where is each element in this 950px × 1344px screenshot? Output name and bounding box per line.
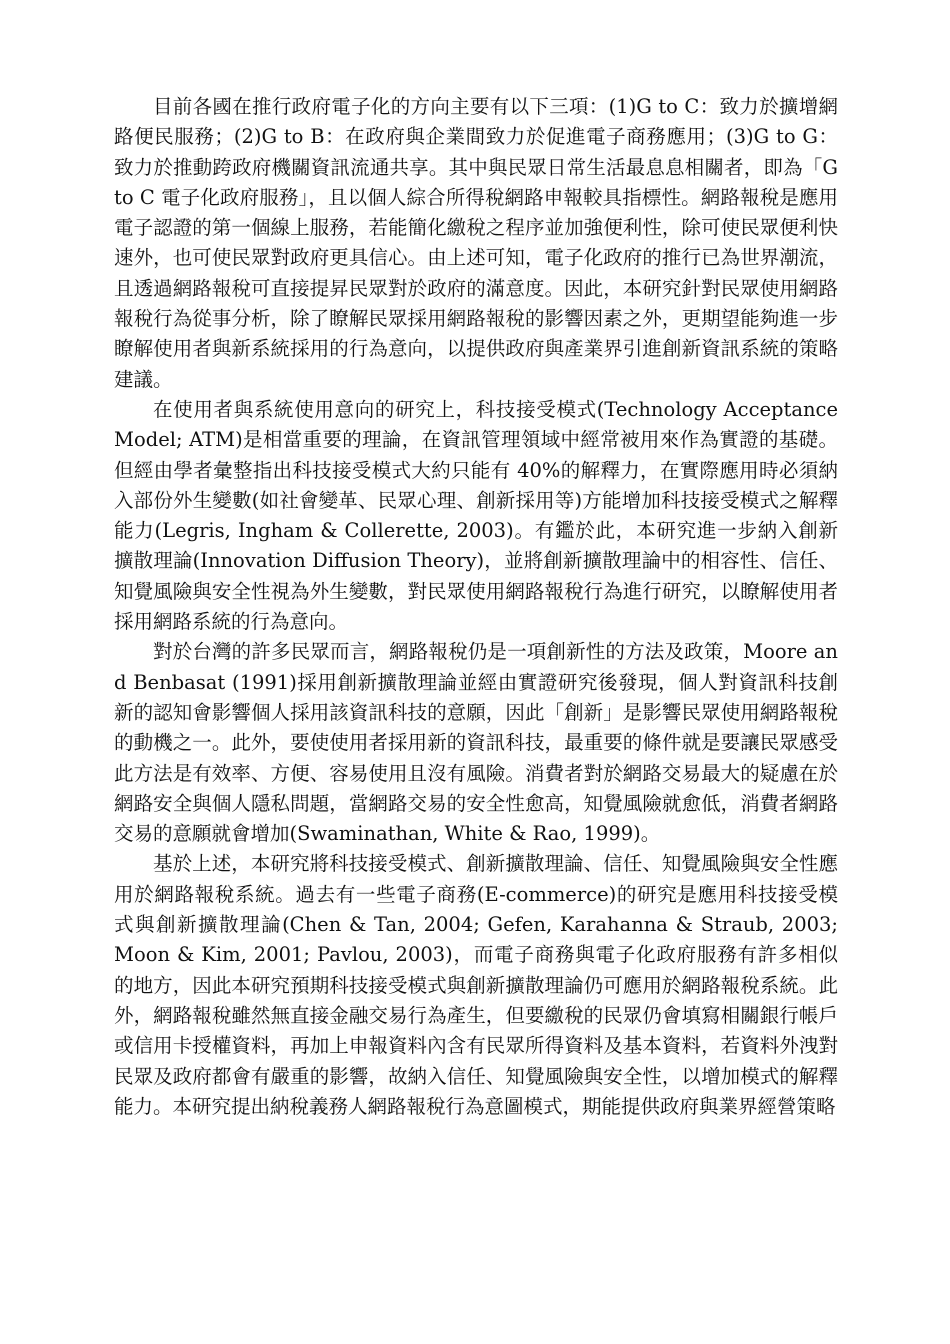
paragraph-tam: 在使用者與系統使用意向的研究上，科技接受模式(Technology Acceptance Model; ATM)是相當重要的理論，在資訊管理領域中經常被用來作為實證的基礎。但經由學者彙整指出科技接受模式大約只能有 40%的解釋力，在實際應用時必須納入部份外生變數(如社會變革、民眾心理、創新採用等)方能增加科技接受模式之解釋能力(Legris, Ingham & Collerette, 2003)。有鑑於此，本研究進一步納入創新擴散理論(Innovation Diffusion Theory)，並將創新擴散理論中的相容性、信任、知覺風險與安全性視為外生變數，對民眾使用網路報稅行為進行研究，以瞭解使用者採用網路系統的行為意向。 <box>114 397 838 634</box>
document-body <box>114 92 838 1122</box>
paragraph-innovation: 對於台灣的許多民眾而言，網路報稅仍是一項創新性的方法及政策，Moore and Benbasat (1991)採用創新擴散理論並經由實證研究後發現，個人對資訊科技創新的認知會影響個人採用該資訊科技的意願，因此「創新」是影響民眾使用網路報稅的動機之一。此外，要使使用者採用新的資訊科技，最重要的條件就是要讓民眾感受此方法是有效率、方便、容易使用且沒有風險。消費者對於網路交易最大的疑慮在於網路安全與個人隱私問題，當網路交易的安全性愈高，知覺風險就愈低，消費者網路交易的意願就會增加(Swaminathan, White & Rao, 1999)。 <box>114 640 838 846</box>
paragraph-summary: 基於上述，本研究將科技接受模式、創新擴散理論、信任、知覺風險與安全性應用於網路報稅系統。過去有一些電子商務(E-commerce)的研究是應用科技接受模式與創新擴散理論(Chen & Tan, 2004; Gefen, Karahanna & Straub, 2003; Moon & Kim, 2001; Pavlou, 2003)，而電子商務與電子化政府服務有許多相似的地方，因此本研究預期科技接受模式與創新擴散理論仍可應用於網路報稅系統。此外，網路報稅雖然無直接金融交易行為產生，但要繳稅的民眾仍會填寫相關銀行帳戶或信用卡授權資料，再加上申報資料內含有民眾所得資料及基本資料，若資料外洩對民眾及政府都會有嚴重的影響，故納入信任、知覺風險與安全性，以增加模式的解釋能力。本研究提出納稅義務人網路報稅行為意圖模式，期能提供政府與業界經營策略 <box>114 852 838 1118</box>
paragraph-intro: 目前各國在推行政府電子化的方向主要有以下三項：(1)G to C：致力於擴增網路便民服務；(2)G to B：在政府與企業間致力於促進電子商務應用；(3)G to G：致力於推動跨政府機關資訊流通共享。其中與民眾日常生活最息息相關者，即為「G to C 電子化政府服務」，且以個人綜合所得稅網路申報較具指標性。網路報稅是應用電子認證的第一個線上服務，若能簡化繳稅之程序並加強便利性，除可使民眾便利快速外，也可使民眾對政府更具信心。由上述可知，電子化政府的推行已為世界潮流，且透過網路報稅可直接提昇民眾對於政府的滿意度。因此，本研究針對民眾使用網路報稅行為從事分析，除了瞭解民眾採用網路報稅的影響因素之外，更期望能夠進一步瞭解使用者與新系統採用的行為意向，以提供政府與產業界引進創新資訊系統的策略建議。 <box>114 95 838 391</box>
